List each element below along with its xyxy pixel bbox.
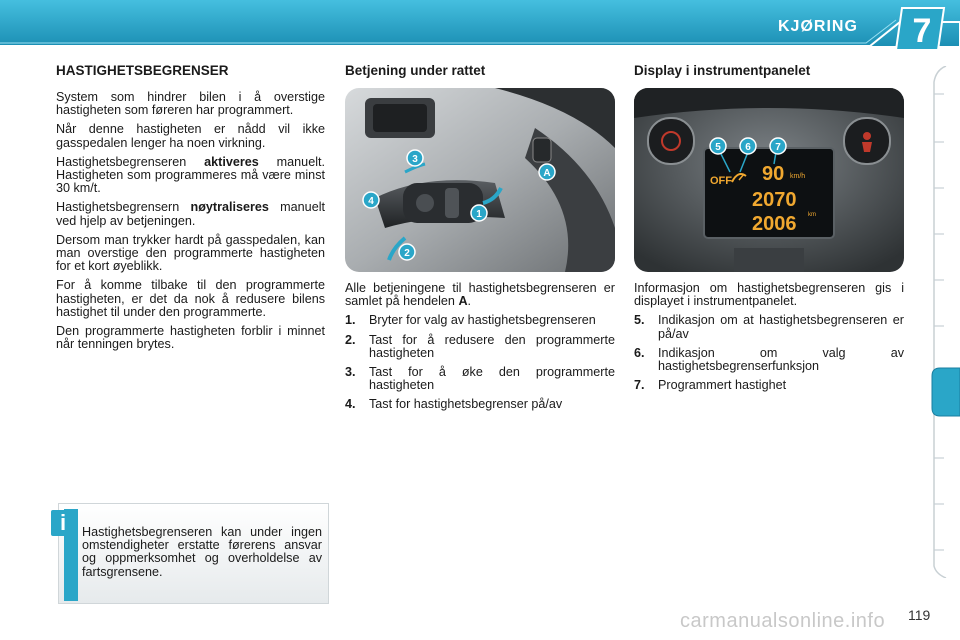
display-intro: Informasjon om hastighetsbegrenseren gis i displayet i instrumentpanelet. — [634, 281, 904, 309]
paragraph: Hastighetsbegrensern nøytraliseres manuelt ved hjelp av betjeningen. — [56, 200, 325, 228]
paragraph: System som hindrer bilen i å overstige hastigheten som føreren har programmert. — [56, 90, 325, 118]
info-icon: i — [51, 510, 75, 536]
emphasis-activated: aktiveres — [204, 154, 259, 169]
steering-stalk-photo — [345, 88, 615, 272]
list-item: 2. Tast for å redusere den programmerte hastigheten — [345, 332, 615, 360]
emphasis-neutralized: nøytraliseres — [190, 200, 269, 215]
paragraph: For å komme tilbake til den programmerte hastigheten, er det da nok å redusere bilens hastighet til under den programmerte. — [56, 278, 325, 319]
info-box-text: Hastighetsbegrenseren kan under ingen omstendigheter erstatte førerens ansvar og oppmerksomhet og overholdelse av fartsgrensene. — [82, 525, 322, 579]
list-item: 1. Bryter for valg av hastighetsbegrenseren — [345, 313, 596, 328]
page-number: 119 — [908, 607, 931, 623]
display-off-text: OFF — [710, 175, 732, 187]
watermark: carmanualsonline.info — [680, 610, 886, 632]
display-speed-text: 90 — [762, 163, 785, 185]
display-description — [634, 282, 904, 398]
paragraph: Hastighetsbegrenseren aktiveres manuelt. Hastigheten som programmeres må være minst 30 km/t. — [56, 154, 325, 196]
section-heading-speed-limiter: HASTIGHETSBEGRENSER — [56, 63, 229, 78]
callout-label-2: 2 — [404, 248, 410, 259]
display-odometer-text: 2070 — [752, 189, 797, 211]
controls-description — [345, 282, 615, 418]
callout-label-3: 3 — [412, 154, 418, 165]
list-item: 3. Tast for å øke den programmerte hastigheten — [345, 365, 615, 393]
callout-label-4: 4 — [368, 196, 374, 207]
display-unit-text: km/h — [790, 173, 806, 180]
speed-limiter-description — [56, 91, 325, 357]
chapter-number: 7 — [912, 12, 932, 50]
display-trip-text: 2006 — [752, 213, 797, 235]
list-item: 7. Programmert hastighet — [634, 378, 787, 393]
callout-label-6: 6 — [745, 142, 751, 153]
section-heading-display: Display i instrumentpanelet — [634, 63, 811, 78]
instrument-panel-photo — [634, 88, 904, 272]
list-item: 6. Indikasjon om valg av hastighetsbegrenserfunksjon — [634, 345, 904, 374]
paragraph: Når denne hastigheten er nådd vil ikke gasspedalen lenger ha noen virkning. — [56, 122, 325, 150]
chapter-tab-strip — [926, 66, 960, 578]
header-band — [0, 0, 960, 50]
section-heading-controls: Betjening under rattet — [345, 63, 486, 78]
callout-label-7: 7 — [775, 142, 781, 153]
list-item: 4. Tast for hastighetsbegrenser på/av — [345, 397, 563, 412]
chapter-title: KJØRING — [778, 18, 858, 35]
display-unit2-text: km — [808, 212, 816, 218]
callout-label-5: 5 — [715, 142, 721, 153]
paragraph: Den programmerte hastigheten forblir i minnet når tenningen brytes. — [56, 324, 325, 352]
callout-label-a: A — [543, 168, 551, 179]
paragraph: Dersom man trykker hardt på gasspedalen, kan man overstige den programmerte hastigheten for et kort øyeblikk. — [56, 232, 325, 274]
callout-label-1: 1 — [476, 209, 482, 220]
list-item: 5. Indikasjon om at hastighetsbegrenseren er på/av — [634, 313, 904, 341]
controls-intro: Alle betjeningene til hastighetsbegrenseren er samlet på hendelen A. — [345, 281, 615, 309]
